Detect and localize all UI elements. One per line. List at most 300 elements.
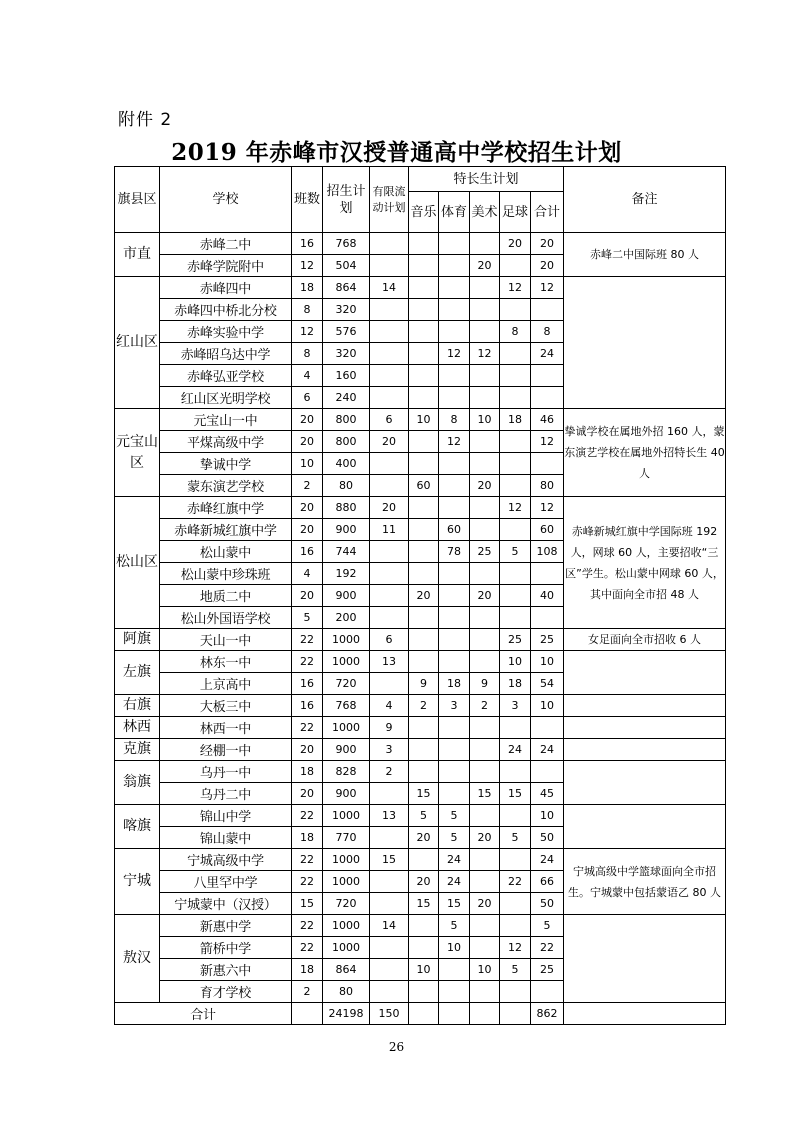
music-cell bbox=[409, 497, 439, 519]
limited-cell bbox=[370, 387, 409, 409]
music-cell: 20 bbox=[409, 871, 439, 893]
music-cell: 60 bbox=[409, 475, 439, 497]
enroll-cell: 80 bbox=[323, 981, 370, 1003]
limited-cell: 3 bbox=[370, 739, 409, 761]
art-cell bbox=[470, 365, 500, 387]
music-cell bbox=[409, 981, 439, 1003]
total-label: 合计 bbox=[115, 1003, 292, 1025]
subtotal-cell: 20 bbox=[531, 233, 564, 255]
sports-cell: 5 bbox=[439, 805, 470, 827]
remarks-cell bbox=[564, 805, 726, 849]
remarks-cell bbox=[564, 695, 726, 717]
table-row bbox=[115, 849, 726, 871]
classes-cell: 16 bbox=[292, 233, 323, 255]
classes-cell: 22 bbox=[292, 651, 323, 673]
enroll-cell: 900 bbox=[323, 519, 370, 541]
limited-cell bbox=[370, 959, 409, 981]
subtotal-cell: 50 bbox=[531, 827, 564, 849]
classes-cell: 5 bbox=[292, 607, 323, 629]
table-body bbox=[115, 233, 726, 1003]
limited-cell bbox=[370, 783, 409, 805]
music-cell bbox=[409, 563, 439, 585]
sports-cell bbox=[439, 651, 470, 673]
football-cell: 20 bbox=[500, 233, 531, 255]
school-cell: 林西一中 bbox=[160, 717, 292, 739]
limited-cell: 13 bbox=[370, 651, 409, 673]
classes-cell: 8 bbox=[292, 299, 323, 321]
enroll-cell: 744 bbox=[323, 541, 370, 563]
football-cell bbox=[500, 387, 531, 409]
sports-cell: 3 bbox=[439, 695, 470, 717]
music-cell bbox=[409, 343, 439, 365]
football-cell bbox=[500, 585, 531, 607]
school-cell: 林东一中 bbox=[160, 651, 292, 673]
total-enroll: 24198 bbox=[323, 1003, 370, 1025]
enroll-cell: 828 bbox=[323, 761, 370, 783]
music-cell bbox=[409, 431, 439, 453]
football-cell: 18 bbox=[500, 409, 531, 431]
region-cell: 左旗 bbox=[115, 651, 160, 695]
school-cell: 红山区光明学校 bbox=[160, 387, 292, 409]
school-cell: 赤峰红旗中学 bbox=[160, 497, 292, 519]
subtotal-cell: 10 bbox=[531, 805, 564, 827]
limited-cell: 6 bbox=[370, 629, 409, 651]
enroll-cell: 192 bbox=[323, 563, 370, 585]
limited-cell: 9 bbox=[370, 717, 409, 739]
football-cell bbox=[500, 607, 531, 629]
art-cell bbox=[470, 453, 500, 475]
sports-cell bbox=[439, 497, 470, 519]
classes-cell: 12 bbox=[292, 255, 323, 277]
football-cell: 25 bbox=[500, 629, 531, 651]
art-cell bbox=[470, 233, 500, 255]
table-row bbox=[115, 233, 726, 255]
header-music: 音乐 bbox=[409, 192, 439, 233]
football-cell bbox=[500, 981, 531, 1003]
subtotal-cell: 12 bbox=[531, 277, 564, 299]
school-cell: 大板三中 bbox=[160, 695, 292, 717]
school-cell: 八里罕中学 bbox=[160, 871, 292, 893]
school-cell: 挚诚中学 bbox=[160, 453, 292, 475]
school-cell: 赤峰实验中学 bbox=[160, 321, 292, 343]
sports-cell bbox=[439, 299, 470, 321]
limited-cell bbox=[370, 233, 409, 255]
enroll-cell: 1000 bbox=[323, 805, 370, 827]
music-cell bbox=[409, 299, 439, 321]
header-special: 特长生计划 bbox=[409, 167, 564, 192]
art-cell bbox=[470, 607, 500, 629]
sports-cell bbox=[439, 717, 470, 739]
music-cell bbox=[409, 937, 439, 959]
enroll-cell: 900 bbox=[323, 783, 370, 805]
sports-cell bbox=[439, 277, 470, 299]
art-cell bbox=[470, 849, 500, 871]
classes-cell: 18 bbox=[292, 761, 323, 783]
classes-cell: 20 bbox=[292, 739, 323, 761]
school-cell: 天山一中 bbox=[160, 629, 292, 651]
football-cell bbox=[500, 475, 531, 497]
limited-cell: 20 bbox=[370, 497, 409, 519]
classes-cell: 22 bbox=[292, 937, 323, 959]
enroll-cell: 864 bbox=[323, 959, 370, 981]
enroll-cell: 1000 bbox=[323, 651, 370, 673]
school-cell: 地质二中 bbox=[160, 585, 292, 607]
limited-cell bbox=[370, 299, 409, 321]
music-cell: 20 bbox=[409, 827, 439, 849]
subtotal-cell: 10 bbox=[531, 651, 564, 673]
music-cell bbox=[409, 607, 439, 629]
art-cell bbox=[470, 937, 500, 959]
remarks-cell: 赤峰二中国际班 80 人 bbox=[564, 233, 726, 277]
art-cell bbox=[470, 651, 500, 673]
subtotal-cell bbox=[531, 761, 564, 783]
limited-cell bbox=[370, 563, 409, 585]
football-cell bbox=[500, 299, 531, 321]
school-cell: 宁城高级中学 bbox=[160, 849, 292, 871]
region-cell: 元宝山区 bbox=[115, 409, 160, 497]
football-cell: 10 bbox=[500, 651, 531, 673]
sports-cell bbox=[439, 233, 470, 255]
music-cell bbox=[409, 387, 439, 409]
art-cell bbox=[470, 277, 500, 299]
school-cell: 上京高中 bbox=[160, 673, 292, 695]
limited-cell: 11 bbox=[370, 519, 409, 541]
music-cell: 20 bbox=[409, 585, 439, 607]
limited-cell: 15 bbox=[370, 849, 409, 871]
subtotal-cell: 24 bbox=[531, 739, 564, 761]
art-cell bbox=[470, 387, 500, 409]
header-enroll: 招生计划 bbox=[323, 167, 370, 233]
subtotal-cell bbox=[531, 453, 564, 475]
classes-cell: 18 bbox=[292, 277, 323, 299]
region-cell: 喀旗 bbox=[115, 805, 160, 849]
enroll-cell: 400 bbox=[323, 453, 370, 475]
total-remarks-cell bbox=[564, 1003, 726, 1025]
limited-cell bbox=[370, 827, 409, 849]
art-cell bbox=[470, 629, 500, 651]
remarks-cell bbox=[564, 761, 726, 805]
art-cell bbox=[470, 431, 500, 453]
art-cell bbox=[470, 761, 500, 783]
enroll-cell: 1000 bbox=[323, 937, 370, 959]
enroll-cell: 240 bbox=[323, 387, 370, 409]
sports-cell: 15 bbox=[439, 893, 470, 915]
table-row bbox=[115, 915, 726, 937]
art-cell: 20 bbox=[470, 893, 500, 915]
music-cell: 15 bbox=[409, 893, 439, 915]
school-cell: 赤峰四中桥北分校 bbox=[160, 299, 292, 321]
limited-cell: 20 bbox=[370, 431, 409, 453]
enrollment-table bbox=[114, 166, 726, 1025]
enroll-cell: 1000 bbox=[323, 849, 370, 871]
limited-cell: 14 bbox=[370, 915, 409, 937]
sports-cell bbox=[439, 783, 470, 805]
sports-cell: 12 bbox=[439, 431, 470, 453]
region-cell: 敖汉 bbox=[115, 915, 160, 1003]
subtotal-cell bbox=[531, 299, 564, 321]
total-subtotal: 862 bbox=[531, 1003, 564, 1025]
limited-cell bbox=[370, 937, 409, 959]
subtotal-cell: 12 bbox=[531, 431, 564, 453]
subtotal-cell: 40 bbox=[531, 585, 564, 607]
remarks-cell: 宁城高级中学篮球面向全市招生。宁城蒙中包括蒙语乙 80 人 bbox=[564, 849, 726, 915]
football-cell bbox=[500, 915, 531, 937]
football-cell: 5 bbox=[500, 959, 531, 981]
school-cell: 乌丹二中 bbox=[160, 783, 292, 805]
school-cell: 松山蒙中 bbox=[160, 541, 292, 563]
header-limited: 有限流动计划 bbox=[370, 167, 409, 233]
subtotal-cell: 24 bbox=[531, 343, 564, 365]
limited-cell bbox=[370, 981, 409, 1003]
limited-cell bbox=[370, 541, 409, 563]
subtotal-cell: 24 bbox=[531, 849, 564, 871]
classes-cell: 18 bbox=[292, 827, 323, 849]
art-cell: 10 bbox=[470, 409, 500, 431]
music-cell: 2 bbox=[409, 695, 439, 717]
enroll-cell: 770 bbox=[323, 827, 370, 849]
limited-cell bbox=[370, 365, 409, 387]
art-cell: 10 bbox=[470, 959, 500, 981]
classes-cell: 16 bbox=[292, 541, 323, 563]
music-cell bbox=[409, 321, 439, 343]
classes-cell: 22 bbox=[292, 805, 323, 827]
remarks-cell bbox=[564, 651, 726, 695]
art-cell bbox=[470, 497, 500, 519]
header-classes: 班数 bbox=[292, 167, 323, 233]
region-cell: 翁旗 bbox=[115, 761, 160, 805]
art-cell bbox=[470, 563, 500, 585]
art-cell: 9 bbox=[470, 673, 500, 695]
art-cell bbox=[470, 299, 500, 321]
subtotal-cell: 5 bbox=[531, 915, 564, 937]
limited-cell bbox=[370, 475, 409, 497]
enroll-cell: 504 bbox=[323, 255, 370, 277]
subtotal-cell: 60 bbox=[531, 519, 564, 541]
region-cell: 克旗 bbox=[115, 739, 160, 761]
classes-cell: 18 bbox=[292, 959, 323, 981]
art-cell: 15 bbox=[470, 783, 500, 805]
limited-cell bbox=[370, 255, 409, 277]
school-cell: 赤峰昭乌达中学 bbox=[160, 343, 292, 365]
sports-cell bbox=[439, 365, 470, 387]
sports-cell bbox=[439, 563, 470, 585]
limited-cell: 2 bbox=[370, 761, 409, 783]
limited-cell: 13 bbox=[370, 805, 409, 827]
remarks-cell: 赤峰新城红旗中学国际班 192 人，网球 60 人，主要招收“三区”学生。松山蒙中网球 60 人，其中面向全市招 48 人 bbox=[564, 497, 726, 629]
music-cell bbox=[409, 255, 439, 277]
music-cell bbox=[409, 651, 439, 673]
header-football: 足球 bbox=[500, 192, 531, 233]
limited-cell bbox=[370, 673, 409, 695]
football-cell bbox=[500, 717, 531, 739]
total-limited: 150 bbox=[370, 1003, 409, 1025]
football-cell: 18 bbox=[500, 673, 531, 695]
limited-cell: 4 bbox=[370, 695, 409, 717]
page-title: 2019 年赤峰市汉授普通高中学校招生计划 bbox=[171, 139, 622, 166]
subtotal-cell: 8 bbox=[531, 321, 564, 343]
subtotal-cell: 10 bbox=[531, 695, 564, 717]
art-cell bbox=[470, 739, 500, 761]
region-cell: 林西 bbox=[115, 717, 160, 739]
enroll-cell: 800 bbox=[323, 409, 370, 431]
enroll-cell: 800 bbox=[323, 431, 370, 453]
total-classes-cell bbox=[292, 1003, 323, 1025]
classes-cell: 20 bbox=[292, 409, 323, 431]
sports-cell bbox=[439, 255, 470, 277]
enroll-cell: 864 bbox=[323, 277, 370, 299]
total-football-cell bbox=[500, 1003, 531, 1025]
school-cell: 箭桥中学 bbox=[160, 937, 292, 959]
sports-cell: 24 bbox=[439, 849, 470, 871]
header-art: 美术 bbox=[470, 192, 500, 233]
football-cell: 12 bbox=[500, 937, 531, 959]
remarks-cell: 挚诚学校在属地外招 160 人，蒙东演艺学校在属地外招特长生 40 人 bbox=[564, 409, 726, 497]
subtotal-cell: 66 bbox=[531, 871, 564, 893]
music-cell bbox=[409, 519, 439, 541]
remarks-cell bbox=[564, 915, 726, 1003]
region-cell: 阿旗 bbox=[115, 629, 160, 651]
classes-cell: 4 bbox=[292, 563, 323, 585]
football-cell bbox=[500, 563, 531, 585]
school-cell: 赤峰弘亚学校 bbox=[160, 365, 292, 387]
header-sports: 体育 bbox=[439, 192, 470, 233]
table-row bbox=[115, 739, 726, 761]
school-cell: 宁城蒙中（汉授） bbox=[160, 893, 292, 915]
sports-cell bbox=[439, 607, 470, 629]
art-cell bbox=[470, 519, 500, 541]
subtotal-cell: 45 bbox=[531, 783, 564, 805]
sports-cell: 12 bbox=[439, 343, 470, 365]
music-cell: 9 bbox=[409, 673, 439, 695]
classes-cell: 16 bbox=[292, 695, 323, 717]
table-row bbox=[115, 277, 726, 299]
music-cell bbox=[409, 761, 439, 783]
art-cell: 12 bbox=[470, 343, 500, 365]
classes-cell: 20 bbox=[292, 585, 323, 607]
sports-cell bbox=[439, 387, 470, 409]
classes-cell: 20 bbox=[292, 497, 323, 519]
art-cell: 2 bbox=[470, 695, 500, 717]
school-cell: 锦山中学 bbox=[160, 805, 292, 827]
music-cell bbox=[409, 453, 439, 475]
school-cell: 松山蒙中珍珠班 bbox=[160, 563, 292, 585]
art-cell: 25 bbox=[470, 541, 500, 563]
enroll-cell: 880 bbox=[323, 497, 370, 519]
subtotal-cell bbox=[531, 717, 564, 739]
classes-cell: 20 bbox=[292, 783, 323, 805]
enroll-cell: 200 bbox=[323, 607, 370, 629]
sports-cell: 5 bbox=[439, 915, 470, 937]
header-subtotal: 合计 bbox=[531, 192, 564, 233]
classes-cell: 12 bbox=[292, 321, 323, 343]
classes-cell: 10 bbox=[292, 453, 323, 475]
limited-cell bbox=[370, 585, 409, 607]
remarks-cell bbox=[564, 717, 726, 739]
school-cell: 松山外国语学校 bbox=[160, 607, 292, 629]
football-cell bbox=[500, 893, 531, 915]
attachment-label: 附件 2 bbox=[118, 110, 173, 130]
sports-cell: 60 bbox=[439, 519, 470, 541]
football-cell bbox=[500, 761, 531, 783]
art-cell bbox=[470, 321, 500, 343]
football-cell: 3 bbox=[500, 695, 531, 717]
art-cell bbox=[470, 717, 500, 739]
music-cell: 5 bbox=[409, 805, 439, 827]
region-cell: 宁城 bbox=[115, 849, 160, 915]
football-cell bbox=[500, 849, 531, 871]
sports-cell bbox=[439, 739, 470, 761]
enroll-cell: 1000 bbox=[323, 871, 370, 893]
music-cell bbox=[409, 717, 439, 739]
sports-cell: 10 bbox=[439, 937, 470, 959]
classes-cell: 22 bbox=[292, 871, 323, 893]
enroll-cell: 768 bbox=[323, 695, 370, 717]
subtotal-cell: 25 bbox=[531, 629, 564, 651]
limited-cell: 6 bbox=[370, 409, 409, 431]
school-cell: 新惠六中 bbox=[160, 959, 292, 981]
sports-cell: 24 bbox=[439, 871, 470, 893]
subtotal-cell: 25 bbox=[531, 959, 564, 981]
football-cell: 15 bbox=[500, 783, 531, 805]
music-cell bbox=[409, 629, 439, 651]
football-cell: 5 bbox=[500, 827, 531, 849]
header-school: 学校 bbox=[160, 167, 292, 233]
subtotal-cell: 108 bbox=[531, 541, 564, 563]
classes-cell: 22 bbox=[292, 915, 323, 937]
sports-cell bbox=[439, 475, 470, 497]
music-cell bbox=[409, 233, 439, 255]
school-cell: 锦山蒙中 bbox=[160, 827, 292, 849]
table-row bbox=[115, 717, 726, 739]
subtotal-cell bbox=[531, 981, 564, 1003]
classes-cell: 22 bbox=[292, 629, 323, 651]
school-cell: 经棚一中 bbox=[160, 739, 292, 761]
subtotal-cell: 20 bbox=[531, 255, 564, 277]
music-cell bbox=[409, 541, 439, 563]
football-cell: 8 bbox=[500, 321, 531, 343]
music-cell: 10 bbox=[409, 959, 439, 981]
remarks-cell bbox=[564, 277, 726, 409]
enroll-cell: 720 bbox=[323, 893, 370, 915]
limited-cell bbox=[370, 453, 409, 475]
classes-cell: 15 bbox=[292, 893, 323, 915]
classes-cell: 20 bbox=[292, 431, 323, 453]
total-music-cell bbox=[409, 1003, 439, 1025]
table-row bbox=[115, 761, 726, 783]
sports-cell bbox=[439, 585, 470, 607]
enroll-cell: 160 bbox=[323, 365, 370, 387]
classes-cell: 22 bbox=[292, 849, 323, 871]
football-cell: 24 bbox=[500, 739, 531, 761]
subtotal-cell: 12 bbox=[531, 497, 564, 519]
subtotal-cell bbox=[531, 365, 564, 387]
art-cell bbox=[470, 805, 500, 827]
school-cell: 赤峰二中 bbox=[160, 233, 292, 255]
table-row bbox=[115, 497, 726, 519]
subtotal-cell: 22 bbox=[531, 937, 564, 959]
enroll-cell: 768 bbox=[323, 233, 370, 255]
football-cell bbox=[500, 805, 531, 827]
classes-cell: 4 bbox=[292, 365, 323, 387]
enroll-cell: 1000 bbox=[323, 629, 370, 651]
limited-cell bbox=[370, 893, 409, 915]
music-cell bbox=[409, 739, 439, 761]
table-row bbox=[115, 805, 726, 827]
table-row bbox=[115, 651, 726, 673]
art-cell: 20 bbox=[470, 475, 500, 497]
total-art-cell bbox=[470, 1003, 500, 1025]
enroll-cell: 80 bbox=[323, 475, 370, 497]
